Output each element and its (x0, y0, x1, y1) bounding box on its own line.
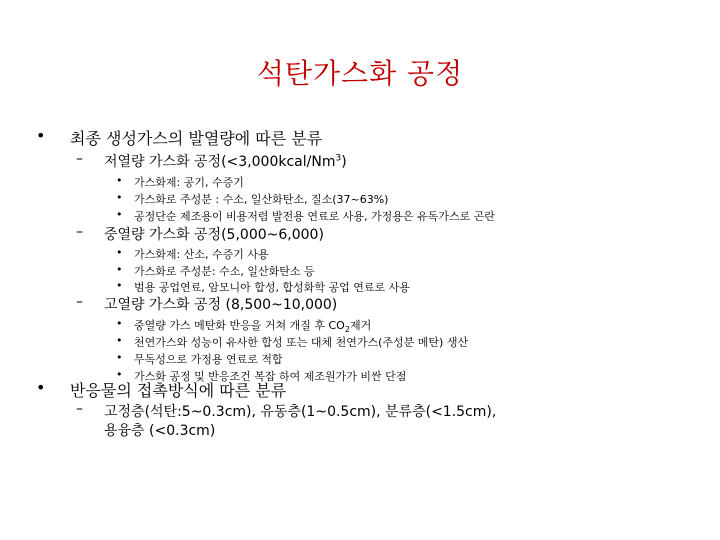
list-item: 천연가스와 성능이 유사한 합성 또는 대체 천연가스(주성분 메탄) 생산 (134, 336, 469, 349)
bullet-dot-icon: • (116, 334, 123, 347)
bed-types: 고정층(석탄:5~0.3cm), 유동층(1~0.5cm), 분류층(<1.5cm), (104, 404, 497, 420)
list-item (134, 317, 371, 334)
low-heat-text: 저열량 가스화 공정(<3,000kcal/Nm (104, 154, 336, 170)
bullet-dot-icon: • (36, 378, 46, 397)
list-item: 가스화로 주성분 : 수소, 일산화탄소, 질소(37~63%) (134, 193, 389, 206)
bed-types-continued: 용융층 (<0.3cm) (104, 423, 216, 439)
heading-contact-classification: 반응물의 접촉방식에 따른 분류 (70, 381, 287, 400)
high-heat-process: 고열량 가스화 공정 (8,500~10,000) (104, 297, 338, 313)
low-heat-process (104, 151, 347, 171)
list-item: 가스화제: 공기, 수증기 (134, 176, 244, 189)
list-item: 가스화제: 산소, 수증기 사용 (134, 248, 269, 261)
bullet-dot-icon: • (116, 263, 123, 276)
low-heat-tail: ) (341, 154, 347, 170)
bullet-dot-icon: • (116, 174, 123, 187)
list-item: 범용 공업연료, 암모니아 합성, 합성화학 공업 연료로 사용 (134, 281, 410, 294)
bullet-dot-icon: • (116, 208, 123, 221)
bullet-dot-icon: • (116, 351, 123, 364)
superscript: 3 (335, 153, 342, 164)
co2-tail: 제거 (349, 319, 372, 332)
bullet-dot-icon: • (116, 191, 123, 204)
medium-heat-process: 중열량 가스화 공정(5,000~6,000) (104, 227, 324, 243)
bullet-dot-icon: • (116, 279, 123, 292)
list-item: 가스화로 주성분: 수소, 일산화탄소 등 (134, 265, 315, 278)
list-item: 공정단순 제조용이 비용저렴 발전용 연료로 사용, 가정용은 유독가스로 곤란 (134, 210, 495, 223)
dash-icon: – (76, 294, 83, 310)
slide-title: 석탄가스화 공정 (256, 57, 464, 90)
bullet-dot-icon: • (116, 246, 123, 259)
heading-heat-classification: 최종 생성가스의 발열량에 따른 분류 (70, 129, 323, 148)
bullet-dot-icon: • (116, 317, 123, 330)
dash-icon: – (76, 401, 83, 417)
bullet-dot-icon: • (36, 126, 46, 145)
co2-text: 중열량 가스 메탄화 반응을 거쳐 개질 후 CO (134, 319, 345, 332)
subscript: 2 (344, 325, 350, 335)
bullet-dot-icon: • (116, 368, 123, 381)
dash-icon: – (76, 151, 83, 167)
dash-icon: – (76, 224, 83, 240)
list-item: 가스화 공정 및 반응조건 복잡 하여 제조원가가 비싼 단점 (134, 370, 407, 383)
list-item: 무독성으로 가정용 연료로 적합 (134, 353, 283, 366)
